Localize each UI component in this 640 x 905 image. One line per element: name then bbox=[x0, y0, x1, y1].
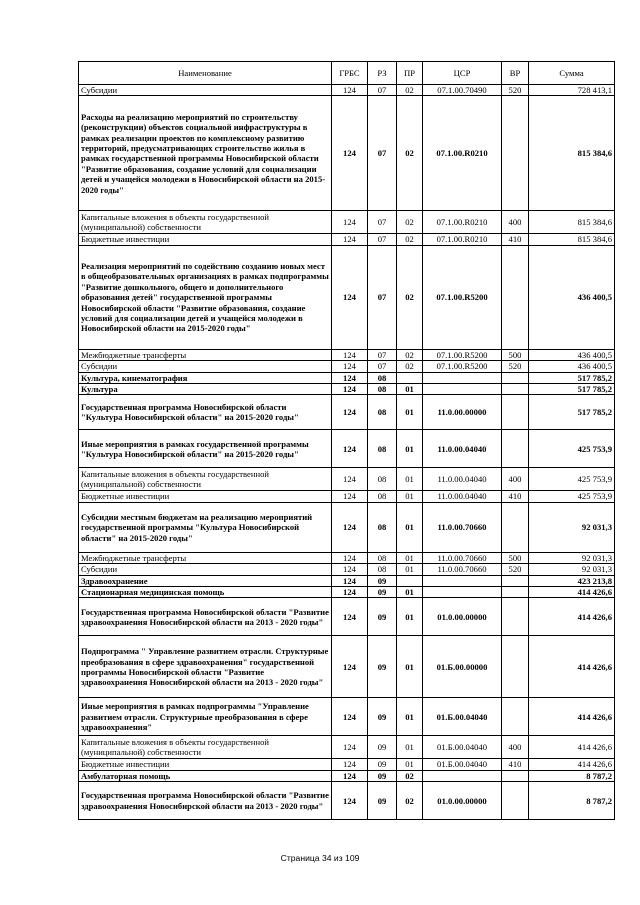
cell-rz: 07 bbox=[368, 211, 397, 234]
cell-pr: 02 bbox=[397, 361, 423, 372]
cell-vr: 410 bbox=[502, 234, 529, 245]
cell-sum: 92 031,3 bbox=[529, 552, 615, 563]
cell-rz: 09 bbox=[368, 575, 397, 586]
cell-vr: 500 bbox=[502, 552, 529, 563]
table-row bbox=[79, 736, 615, 759]
cell-pr: 01 bbox=[397, 491, 423, 502]
table-row bbox=[79, 491, 615, 502]
cell-sum: 815 384,6 bbox=[529, 96, 615, 211]
cell-pr: 02 bbox=[397, 211, 423, 234]
cell-rz: 09 bbox=[368, 598, 397, 636]
table-row bbox=[79, 349, 615, 360]
cell-rz: 08 bbox=[368, 384, 397, 395]
cell-sum: 414 426,6 bbox=[529, 636, 615, 698]
cell-csr: 11.0.00.70660 bbox=[423, 502, 502, 552]
cell-grbs: 124 bbox=[332, 698, 368, 736]
cell-vr bbox=[502, 698, 529, 736]
cell-rz: 08 bbox=[368, 395, 397, 430]
cell-pr: 01 bbox=[397, 598, 423, 636]
col-header-name: Наименование bbox=[79, 62, 332, 85]
cell-pr: 02 bbox=[397, 234, 423, 245]
cell-csr bbox=[423, 372, 502, 383]
table-row bbox=[79, 587, 615, 598]
cell-vr bbox=[502, 96, 529, 211]
cell-pr: 02 bbox=[397, 349, 423, 360]
cell-name: Амбулаторная помощь bbox=[79, 770, 332, 781]
cell-name: Государственная программа Новосибирской области "Культура Новосибирской области" на 2015-2020 годы" bbox=[79, 395, 332, 430]
cell-name: Субсидии bbox=[79, 564, 332, 575]
cell-csr: 11.0.00.04040 bbox=[423, 430, 502, 468]
cell-grbs: 124 bbox=[332, 502, 368, 552]
cell-name: Бюджетные инвестиции bbox=[79, 759, 332, 770]
cell-csr bbox=[423, 575, 502, 586]
cell-name: Подпрограмма " Управление развитием отрасли. Структурные преобразования в сфере здравоохранения" государственной программы Новосибирской области "Развитие здравоохранения Новосибирской области на 2013 - 2020 годы" bbox=[79, 636, 332, 698]
cell-name: Культура bbox=[79, 384, 332, 395]
cell-grbs: 124 bbox=[332, 372, 368, 383]
cell-csr: 11.0.00.00000 bbox=[423, 395, 502, 430]
cell-csr: 11.0.00.70660 bbox=[423, 564, 502, 575]
table-row bbox=[79, 759, 615, 770]
cell-vr bbox=[502, 782, 529, 820]
cell-rz: 08 bbox=[368, 491, 397, 502]
cell-pr: 02 bbox=[397, 85, 423, 96]
table-body bbox=[79, 85, 615, 820]
cell-csr: 11.0.00.04040 bbox=[423, 468, 502, 491]
cell-grbs: 124 bbox=[332, 552, 368, 563]
cell-pr: 02 bbox=[397, 245, 423, 349]
cell-name: Реализация мероприятий по содействию созданию новых мест в общеобразовательных организациях в рамках подпрограммы "Развитие дошкольного, общего и дополнительного образования детей" государственной программы Новосибирской области "Развитие образования, создание условий для социализации детей и учащейся молодежи в Новосибирской области на 2015-2020 годы" bbox=[79, 245, 332, 349]
cell-pr: 02 bbox=[397, 770, 423, 781]
cell-rz: 08 bbox=[368, 552, 397, 563]
cell-rz: 07 bbox=[368, 245, 397, 349]
cell-csr: 01.Б.00.00000 bbox=[423, 636, 502, 698]
table-row bbox=[79, 372, 615, 383]
table-row bbox=[79, 782, 615, 820]
cell-sum: 517 785,2 bbox=[529, 384, 615, 395]
cell-sum: 425 753,9 bbox=[529, 491, 615, 502]
cell-sum: 414 426,6 bbox=[529, 759, 615, 770]
cell-name: Стационарная медицинская помощь bbox=[79, 587, 332, 598]
cell-rz: 09 bbox=[368, 782, 397, 820]
table-row bbox=[79, 234, 615, 245]
table-row bbox=[79, 395, 615, 430]
cell-rz: 09 bbox=[368, 736, 397, 759]
cell-pr: 01 bbox=[397, 502, 423, 552]
cell-sum: 414 426,6 bbox=[529, 736, 615, 759]
cell-rz: 09 bbox=[368, 759, 397, 770]
table-row bbox=[79, 770, 615, 781]
cell-grbs: 124 bbox=[332, 491, 368, 502]
cell-rz: 07 bbox=[368, 361, 397, 372]
cell-csr: 07.1.00.70490 bbox=[423, 85, 502, 96]
page-number: Страница 34 из 109 bbox=[280, 853, 360, 863]
cell-vr: 410 bbox=[502, 759, 529, 770]
cell-sum: 414 426,6 bbox=[529, 598, 615, 636]
cell-sum: 728 413,1 bbox=[529, 85, 615, 96]
cell-rz: 09 bbox=[368, 587, 397, 598]
cell-vr bbox=[502, 575, 529, 586]
cell-grbs: 124 bbox=[332, 770, 368, 781]
cell-vr: 400 bbox=[502, 211, 529, 234]
cell-vr: 520 bbox=[502, 564, 529, 575]
cell-vr bbox=[502, 430, 529, 468]
cell-pr bbox=[397, 575, 423, 586]
cell-sum: 436 400,5 bbox=[529, 361, 615, 372]
cell-csr bbox=[423, 384, 502, 395]
cell-rz: 07 bbox=[368, 234, 397, 245]
cell-grbs: 124 bbox=[332, 736, 368, 759]
cell-csr: 11.0.00.04040 bbox=[423, 491, 502, 502]
cell-grbs: 124 bbox=[332, 245, 368, 349]
cell-sum: 815 384,6 bbox=[529, 211, 615, 234]
cell-pr: 02 bbox=[397, 96, 423, 211]
cell-rz: 08 bbox=[368, 430, 397, 468]
col-header-vr: ВР bbox=[502, 62, 529, 85]
cell-name: Иные мероприятия в рамках государственной программы "Культура Новосибирской области" на 2015-2020 годы" bbox=[79, 430, 332, 468]
cell-vr bbox=[502, 587, 529, 598]
cell-csr: 07.1.00.R5200 bbox=[423, 361, 502, 372]
cell-sum: 92 031,3 bbox=[529, 564, 615, 575]
cell-grbs: 124 bbox=[332, 234, 368, 245]
cell-csr: 07.1.00.R0210 bbox=[423, 234, 502, 245]
cell-pr: 01 bbox=[397, 587, 423, 598]
cell-sum: 517 785,2 bbox=[529, 395, 615, 430]
cell-name: Государственная программа Новосибирской области "Развитие здравоохранения Новосибирской области на 2013 - 2020 годы" bbox=[79, 598, 332, 636]
cell-rz: 09 bbox=[368, 698, 397, 736]
budget-table bbox=[78, 61, 615, 820]
cell-vr bbox=[502, 395, 529, 430]
cell-sum: 92 031,3 bbox=[529, 502, 615, 552]
cell-csr: 01.Б.00.04040 bbox=[423, 759, 502, 770]
cell-name: Субсидии местным бюджетам на реализацию мероприятий государственной программы "Культура Новосибирской области" на 2015-2020 годы" bbox=[79, 502, 332, 552]
cell-vr: 520 bbox=[502, 85, 529, 96]
cell-vr: 500 bbox=[502, 349, 529, 360]
cell-name: Субсидии bbox=[79, 85, 332, 96]
cell-rz: 07 bbox=[368, 85, 397, 96]
cell-grbs: 124 bbox=[332, 636, 368, 698]
cell-name: Культура, кинематография bbox=[79, 372, 332, 383]
cell-name: Бюджетные инвестиции bbox=[79, 491, 332, 502]
cell-sum: 815 384,6 bbox=[529, 234, 615, 245]
cell-vr bbox=[502, 245, 529, 349]
cell-pr: 01 bbox=[397, 384, 423, 395]
cell-pr: 01 bbox=[397, 564, 423, 575]
cell-sum: 436 400,5 bbox=[529, 245, 615, 349]
cell-vr bbox=[502, 770, 529, 781]
cell-csr: 07.1.00.R5200 bbox=[423, 245, 502, 349]
cell-grbs: 124 bbox=[332, 361, 368, 372]
cell-sum: 414 426,6 bbox=[529, 587, 615, 598]
cell-csr: 07.1.00.R0210 bbox=[423, 211, 502, 234]
table-row bbox=[79, 384, 615, 395]
cell-pr: 01 bbox=[397, 636, 423, 698]
cell-name: Межбюджетные трансферты bbox=[79, 552, 332, 563]
cell-grbs: 124 bbox=[332, 211, 368, 234]
cell-name: Расходы на реализацию мероприятий по строительству (реконструкции) объектов социальной инфраструктуры в рамках реализации проектов по комплексному развитию территорий, предусматривающих строительство жилья в рамках государственной программы Новосибирской области "Развитие образования, создание условий для социализации детей и учащейся молодежи в Новосибирской области на 2015-2020 годы" bbox=[79, 96, 332, 211]
col-header-rz: РЗ bbox=[368, 62, 397, 85]
cell-rz: 09 bbox=[368, 636, 397, 698]
cell-vr bbox=[502, 372, 529, 383]
cell-sum: 425 753,9 bbox=[529, 468, 615, 491]
cell-sum: 8 787,2 bbox=[529, 782, 615, 820]
cell-rz: 08 bbox=[368, 372, 397, 383]
cell-csr: 11.0.00.70660 bbox=[423, 552, 502, 563]
cell-pr: 01 bbox=[397, 552, 423, 563]
cell-grbs: 124 bbox=[332, 395, 368, 430]
cell-vr: 410 bbox=[502, 491, 529, 502]
cell-sum: 436 400,5 bbox=[529, 349, 615, 360]
table-row bbox=[79, 698, 615, 736]
cell-rz: 07 bbox=[368, 96, 397, 211]
cell-vr bbox=[502, 384, 529, 395]
cell-csr: 01.Б.00.04040 bbox=[423, 698, 502, 736]
table-row bbox=[79, 430, 615, 468]
cell-csr: 01.0.00.00000 bbox=[423, 782, 502, 820]
cell-pr: 02 bbox=[397, 782, 423, 820]
cell-pr: 01 bbox=[397, 468, 423, 491]
cell-vr bbox=[502, 636, 529, 698]
col-header-pr: ПР bbox=[397, 62, 423, 85]
cell-grbs: 124 bbox=[332, 759, 368, 770]
cell-vr: 400 bbox=[502, 736, 529, 759]
cell-grbs: 124 bbox=[332, 564, 368, 575]
cell-pr: 01 bbox=[397, 430, 423, 468]
cell-rz: 08 bbox=[368, 468, 397, 491]
cell-csr bbox=[423, 770, 502, 781]
cell-name: Капитальные вложения в объекты государственной (муниципальной) собственности bbox=[79, 468, 332, 491]
cell-pr bbox=[397, 372, 423, 383]
cell-pr: 01 bbox=[397, 698, 423, 736]
cell-name: Капитальные вложения в объекты государственной (муниципальной) собственности bbox=[79, 211, 332, 234]
table-row bbox=[79, 636, 615, 698]
cell-sum: 517 785,2 bbox=[529, 372, 615, 383]
cell-sum: 8 787,2 bbox=[529, 770, 615, 781]
table-row bbox=[79, 245, 615, 349]
table-row bbox=[79, 211, 615, 234]
cell-name: Межбюджетные трансферты bbox=[79, 349, 332, 360]
cell-rz: 07 bbox=[368, 349, 397, 360]
cell-name: Здравоохранение bbox=[79, 575, 332, 586]
cell-grbs: 124 bbox=[332, 598, 368, 636]
cell-grbs: 124 bbox=[332, 782, 368, 820]
table-row bbox=[79, 564, 615, 575]
table-row bbox=[79, 85, 615, 96]
cell-name: Государственная программа Новосибирской области "Развитие здравоохранения Новосибирской области на 2013 - 2020 годы" bbox=[79, 782, 332, 820]
cell-sum: 414 426,6 bbox=[529, 698, 615, 736]
cell-rz: 09 bbox=[368, 770, 397, 781]
cell-sum: 423 213,8 bbox=[529, 575, 615, 586]
cell-vr bbox=[502, 502, 529, 552]
table-row bbox=[79, 361, 615, 372]
cell-grbs: 124 bbox=[332, 468, 368, 491]
table-row bbox=[79, 96, 615, 211]
cell-csr bbox=[423, 587, 502, 598]
cell-name: Субсидии bbox=[79, 361, 332, 372]
cell-pr: 01 bbox=[397, 395, 423, 430]
cell-name: Иные мероприятия в рамках подпрограммы "Управление развитием отрасли. Структурные преобразования в сфере здравоохранения" bbox=[79, 698, 332, 736]
cell-vr bbox=[502, 598, 529, 636]
cell-vr: 520 bbox=[502, 361, 529, 372]
cell-name: Бюджетные инвестиции bbox=[79, 234, 332, 245]
table-row bbox=[79, 502, 615, 552]
cell-grbs: 124 bbox=[332, 85, 368, 96]
cell-grbs: 124 bbox=[332, 430, 368, 468]
table-row bbox=[79, 575, 615, 586]
cell-vr: 400 bbox=[502, 468, 529, 491]
cell-grbs: 124 bbox=[332, 96, 368, 211]
cell-csr: 07.1.00.R5200 bbox=[423, 349, 502, 360]
cell-csr: 01.0.00.00000 bbox=[423, 598, 502, 636]
table-header-row bbox=[79, 62, 615, 85]
table-row bbox=[79, 598, 615, 636]
cell-rz: 08 bbox=[368, 502, 397, 552]
cell-rz: 08 bbox=[368, 564, 397, 575]
col-header-sum: Сумма bbox=[529, 62, 615, 85]
cell-pr: 01 bbox=[397, 736, 423, 759]
col-header-csr: ЦСР bbox=[423, 62, 502, 85]
cell-grbs: 124 bbox=[332, 575, 368, 586]
table-row bbox=[79, 552, 615, 563]
cell-grbs: 124 bbox=[332, 587, 368, 598]
cell-name: Капитальные вложения в объекты государственной (муниципальной) собственности bbox=[79, 736, 332, 759]
cell-pr: 01 bbox=[397, 759, 423, 770]
cell-sum: 425 753,9 bbox=[529, 430, 615, 468]
table-row bbox=[79, 468, 615, 491]
col-header-grbs: ГРБС bbox=[332, 62, 368, 85]
cell-csr: 01.Б.00.04040 bbox=[423, 736, 502, 759]
cell-csr: 07.1.00.R0210 bbox=[423, 96, 502, 211]
cell-grbs: 124 bbox=[332, 384, 368, 395]
cell-grbs: 124 bbox=[332, 349, 368, 360]
